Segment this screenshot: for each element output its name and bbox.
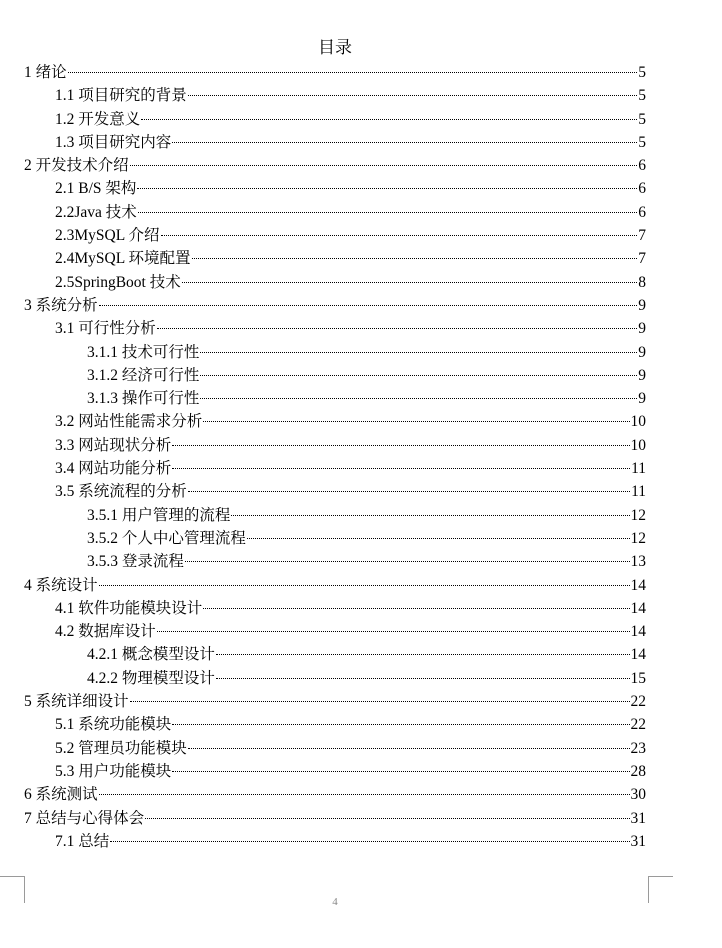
- toc-entry-page: 11: [631, 483, 646, 501]
- toc-entry-text: 5.1 系统功能模块: [55, 716, 172, 734]
- page-number: 4: [332, 896, 338, 908]
- toc-entry-text: 3.5 系统流程的分析: [55, 483, 187, 501]
- dot-leader: [138, 212, 637, 213]
- dot-leader: [192, 258, 638, 259]
- toc-entry-text: 3.2 网站性能需求分析: [55, 413, 203, 431]
- toc-entry-page: 6: [638, 203, 646, 221]
- dot-leader: [99, 585, 630, 586]
- dot-leader: [130, 165, 638, 166]
- dot-leader: [68, 72, 638, 73]
- toc-entry-text: 3.1.3 操作可行性: [87, 390, 200, 408]
- toc-entry[interactable]: [24, 410, 646, 433]
- dot-leader: [110, 841, 629, 842]
- dot-leader: [200, 375, 637, 376]
- toc-entry-page: 5: [638, 133, 646, 151]
- dot-leader: [161, 235, 638, 236]
- toc-entry-page: 15: [630, 669, 646, 687]
- dot-leader: [188, 491, 630, 492]
- toc-entry-text: 2.5SpringBoot 技术: [55, 273, 181, 291]
- toc-entry-text: 3.4 网站功能分析: [55, 460, 172, 478]
- toc-entry-text: 5.2 管理员功能模块: [55, 739, 187, 757]
- toc-entry[interactable]: [24, 574, 646, 597]
- toc-entry[interactable]: [24, 177, 646, 200]
- toc-entry-text: 4.1 软件功能模块设计: [55, 599, 203, 617]
- toc-entry-text: 5 系统详细设计: [24, 693, 129, 711]
- toc-entry[interactable]: [24, 271, 646, 294]
- dot-leader: [99, 794, 630, 795]
- toc-entry[interactable]: [24, 527, 646, 550]
- dot-leader: [157, 631, 630, 632]
- toc-entry-page: 5: [638, 64, 646, 81]
- toc-entry[interactable]: [24, 807, 646, 830]
- toc-entry-page: 9: [638, 343, 646, 361]
- toc-entry[interactable]: [24, 620, 646, 643]
- dot-leader: [216, 678, 630, 679]
- dot-leader: [231, 515, 629, 516]
- toc-entry-text: 3.5.2 个人中心管理流程: [87, 529, 246, 547]
- toc-entry-page: 9: [638, 320, 646, 338]
- toc-entry-page: 28: [630, 762, 646, 780]
- toc-entry[interactable]: [24, 387, 646, 410]
- toc-entry-page: 10: [630, 413, 646, 431]
- toc-entry-page: 9: [638, 296, 646, 314]
- toc-entry[interactable]: [24, 457, 646, 480]
- toc-entry-page: 6: [638, 180, 646, 198]
- toc-entry-page: 14: [630, 623, 646, 641]
- toc-entry[interactable]: [24, 643, 646, 666]
- dot-leader: [172, 445, 629, 446]
- toc-entry-text: 3 系统分析: [24, 296, 98, 314]
- toc-entry[interactable]: [24, 364, 646, 387]
- toc-entry-text: 3.5.3 登录流程: [87, 553, 184, 571]
- dot-leader: [247, 538, 630, 539]
- toc-entry-text: 2.2Java 技术: [55, 203, 137, 221]
- toc-entry-text: 1.1 项目研究的背景: [55, 87, 187, 105]
- toc-entry-page: 31: [630, 832, 646, 850]
- dot-leader: [188, 748, 630, 749]
- dot-leader: [137, 188, 637, 189]
- toc-entry[interactable]: [24, 667, 646, 690]
- dot-leader: [141, 119, 637, 120]
- toc-entry-page: 22: [630, 693, 646, 711]
- toc-entry-page: 8: [638, 273, 646, 291]
- toc-entry-page: 23: [630, 739, 646, 757]
- toc-entry-text: 1.3 项目研究内容: [55, 133, 172, 151]
- toc-entry[interactable]: [24, 341, 646, 364]
- toc-entry[interactable]: [24, 597, 646, 620]
- toc-entry-text: 3.1.2 经济可行性: [87, 366, 200, 384]
- dot-leader: [172, 724, 629, 725]
- toc-entry[interactable]: [24, 434, 646, 457]
- toc-entry-page: 5: [638, 110, 646, 128]
- toc-entry-page: 22: [630, 716, 646, 734]
- toc-entry-text: 3.1.1 技术可行性: [87, 343, 200, 361]
- toc-entry-text: 1.2 开发意义: [55, 110, 141, 128]
- toc-entry[interactable]: [24, 783, 646, 806]
- toc-entry[interactable]: [24, 294, 646, 317]
- toc-entry-text: 7 总结与心得体会: [24, 809, 145, 827]
- dot-leader: [99, 305, 638, 306]
- toc-entry-text: 4 系统设计: [24, 576, 98, 594]
- dot-leader: [172, 771, 629, 772]
- toc-entry-text: 2.1 B/S 架构: [55, 180, 137, 198]
- toc-entry-page: 10: [630, 436, 646, 454]
- dot-leader: [130, 701, 630, 702]
- toc-entry[interactable]: [24, 690, 646, 713]
- toc-entry-text: 3.1 可行性分析: [55, 320, 156, 338]
- toc-entry[interactable]: [24, 108, 646, 131]
- toc-entry[interactable]: [24, 224, 646, 247]
- toc-entry[interactable]: [24, 201, 646, 224]
- toc-entry[interactable]: [24, 830, 646, 853]
- toc-entry-page: 12: [630, 506, 646, 524]
- toc-entry[interactable]: [24, 154, 646, 177]
- toc-entry-page: 7: [638, 250, 646, 268]
- toc-entry-page: 14: [630, 576, 646, 594]
- toc-entry-text: 4.2.1 概念模型设计: [87, 646, 215, 664]
- toc-entry[interactable]: [24, 317, 646, 340]
- dot-leader: [172, 142, 637, 143]
- dot-leader: [203, 608, 629, 609]
- toc-entry-page: 31: [630, 809, 646, 827]
- dot-leader: [172, 468, 630, 469]
- toc-entry-text: 5.3 用户功能模块: [55, 762, 172, 780]
- toc-entry-page: 7: [638, 227, 646, 245]
- toc-entry-page: 6: [638, 157, 646, 175]
- toc-title: 目录: [318, 38, 352, 57]
- toc-entry[interactable]: [24, 550, 646, 573]
- toc-entry[interactable]: [24, 504, 646, 527]
- toc-entry-text: 4.2 数据库设计: [55, 623, 156, 641]
- toc-entry[interactable]: [24, 131, 646, 154]
- dot-leader: [203, 421, 629, 422]
- toc-entry-page: 9: [638, 366, 646, 384]
- toc-entry-page: 14: [630, 599, 646, 617]
- dot-leader: [185, 561, 630, 562]
- toc-entry-page: 14: [630, 646, 646, 664]
- toc-entry[interactable]: [24, 760, 646, 783]
- toc-entry-text: 2.4MySQL 环境配置: [55, 250, 191, 268]
- dot-leader: [200, 352, 637, 353]
- dot-leader: [157, 328, 637, 329]
- dot-leader: [145, 818, 629, 819]
- toc-entry[interactable]: [24, 247, 646, 270]
- toc-entry-page: 12: [630, 529, 646, 547]
- toc-entry[interactable]: [24, 480, 646, 503]
- toc-entry-text: 3.3 网站现状分析: [55, 436, 172, 454]
- toc-entry[interactable]: [24, 737, 646, 760]
- dot-leader: [216, 654, 630, 655]
- toc-entry-page: 30: [630, 786, 646, 804]
- toc-entry-text: 6 系统测试: [24, 786, 98, 804]
- toc-entry-text: 4.2.2 物理模型设计: [87, 669, 215, 687]
- dot-leader: [182, 282, 638, 283]
- dot-leader: [200, 398, 637, 399]
- dot-leader: [188, 95, 637, 96]
- toc-entry-text: 3.5.1 用户管理的流程: [87, 506, 231, 524]
- toc-entry[interactable]: [24, 713, 646, 736]
- toc-entry-page: 9: [638, 390, 646, 408]
- toc-entry-page: 11: [631, 460, 646, 478]
- toc-entry-text: 7.1 总结: [55, 832, 110, 850]
- table-of-contents: [24, 61, 646, 853]
- toc-entry-page: 5: [638, 87, 646, 105]
- toc-entry-text: 1 绪论: [24, 64, 67, 81]
- toc-entry-text: 2.3MySQL 介绍: [55, 227, 160, 245]
- toc-entry[interactable]: [24, 61, 646, 84]
- toc-entry-page: 13: [630, 553, 646, 571]
- toc-entry-text: 2 开发技术介绍: [24, 157, 129, 175]
- toc-entry[interactable]: [24, 84, 646, 107]
